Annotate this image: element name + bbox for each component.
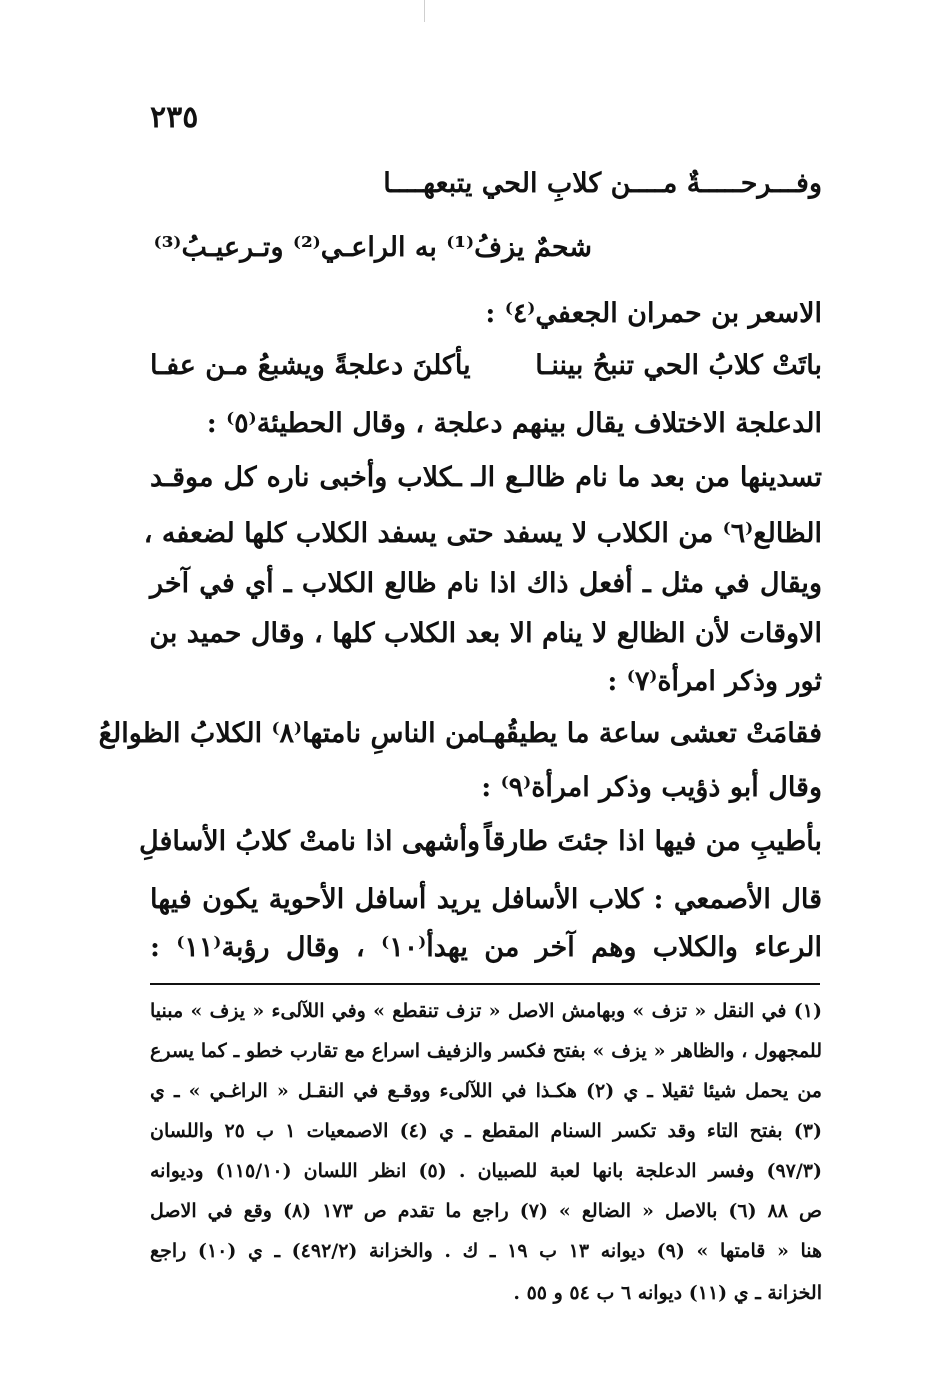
prose-line: الدعلجة الاختلاف يقال بينهم دعلجة ، وقال الحطيئة⁽٥⁾ : — [206, 408, 822, 439]
prose-line: قال الأصمعي : كلاب الأسافل يريد أسافل الأحوية يكون فيها — [150, 884, 822, 915]
verse-line: وفـــرحـــــةٌ مــــن كلابِ الحي يتبعهــــا — [383, 168, 822, 199]
verse-hemistich-left: من الناسِ نامتها⁽٨⁾ الكلابُ الظوالعُ — [98, 718, 480, 749]
footnote-line: (٣) بفتح التاء وقد تكسر السنام المقطع ـ ي (٤) الاصمعيات ١ ب ٢٥ واللسان — [150, 1120, 823, 1142]
verse-hemistich-right: فقامَتْ تعشى ساعة ما يطيقُهـا — [477, 718, 822, 749]
verse-line: تسدينها من بعد ما نام ظالـع الـ ـكلاب وأخبى ناره كل موقـد — [150, 462, 822, 493]
prose-line: الاوقات لأن الظالع لا ينام الا بعد الكلاب كلها ، وقال حميد بن — [149, 618, 822, 649]
footnote-line: (٩٧/٣) وفسر الدعلجة بانها لعبة للصبيان . (٥) انظر اللسان (١١٥/١٠) وديوانه — [150, 1160, 822, 1182]
prose-line: الرعاء والكلاب وهم آخر من يهدأ⁽١٠⁾ ، وقال رؤبة⁽١١⁾ : — [150, 932, 822, 963]
verse-hemistich-left: يأكلنَ دعلجةً ويشبعُ مـن عفـا — [150, 350, 471, 381]
prose-line: الظالع⁽٦⁾ من الكلاب لا يسفد حتى يسفد الكلاب كلها لضعفه ، — [143, 518, 822, 549]
footnote-line: للمجهول ، والظاهر « يزف » بفتح فكسر والزفيف اسراع مع تقارب خطو ـ كما يسرع — [150, 1040, 822, 1062]
footnote-divider — [150, 983, 820, 985]
footnote-line: (١) في النقل « تزف » وبهامش الاصل « تزف تنقطع » وفي اللآلىء « يزف » مبنيا — [150, 1000, 822, 1022]
prose-line: ويقال في مثل ـ أفعل ذاك اذا نام ظالع الكلاب ـ أي في آخر — [150, 568, 822, 599]
scan-mark — [424, 0, 425, 22]
verse-hemistich-right: بأطيبِ من فيها اذا جئتَ طارقاً — [484, 826, 822, 857]
page-number: ٢٣٥ — [150, 100, 199, 135]
verse-line: شحمٌ يزفُ⁽¹⁾ به الراعـي⁽²⁾ وتـرعيـبُ⁽³⁾ — [153, 232, 592, 263]
poet-intro: الاسعر بن حمران الجعفي⁽٤⁾ : — [485, 298, 822, 329]
poet-intro: وقال أبو ذؤيب وذكر امرأة⁽٩⁾ : — [481, 772, 822, 803]
verse-hemistich-left: وأشهى اذا نامتْ كلابُ الأسافلِ — [139, 826, 480, 857]
footnote-line: هنا « قامتها » (٩) ديوانه ١٣ ب ١٩ ـ ك . والخزانة (٤٩٢/٢) ـ ي (١٠) راجع — [150, 1240, 822, 1262]
footnote-line: ص ٨٨ (٦) بالاصل « الضالع » (٧) راجع ما تقدم ص ١٧٣ (٨) وقع في الاصل — [150, 1200, 822, 1222]
prose-line: ثور وذكر امرأة⁽٧⁾ : — [607, 666, 822, 697]
footnote-line: الخزانة ـ ي (١١) ديوانه ٦ ب ٥٤ و ٥٥ . — [513, 1282, 822, 1304]
verse-hemistich-right: باتَتْ كلابُ الحي تنبحُ بيننـا — [535, 350, 822, 381]
footnote-line: من يحمل شيئا ثقيلا ـ ي (٢) هكـذا في اللآلىء ووقـع في النقـل « الراغـي » ـ ي — [150, 1080, 822, 1102]
